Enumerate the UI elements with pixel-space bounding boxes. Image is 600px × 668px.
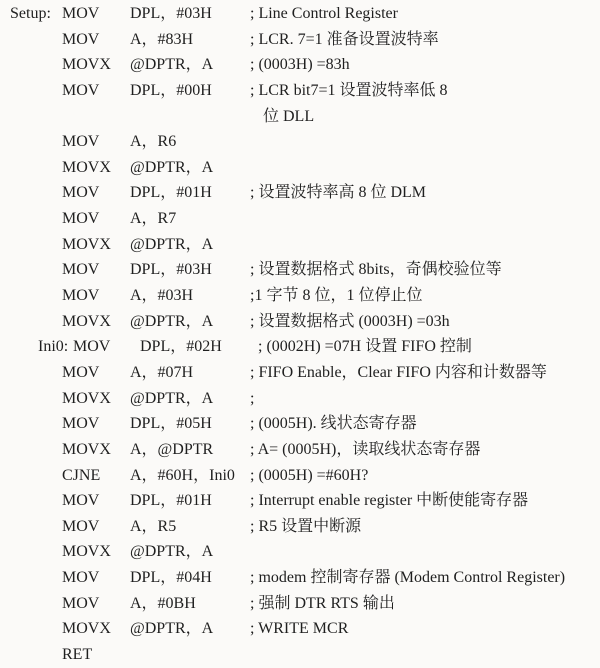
code-line [0, 232, 600, 258]
code-line [0, 386, 600, 412]
code-line-comment: 位 DLL [263, 107, 315, 125]
code-line [0, 514, 600, 540]
code-line-opcode: MOV [62, 517, 100, 535]
code-line-operands: A，#60H，Ini0 [130, 466, 235, 484]
code-line-comment: ; (0002H) =07H 设置 FIFO 控制 [258, 338, 472, 356]
code-line-opcode: MOV [62, 184, 100, 202]
code-line-operands: @DPTR，A [130, 56, 214, 74]
code-line-opcode: MOVX [62, 389, 111, 407]
code-line [0, 616, 600, 642]
code-line-comment: ; WRITE MCR [250, 620, 349, 638]
code-line-comment: ; 设置数据格式 8bits，奇偶校验位等 [250, 261, 502, 279]
code-line-opcode: MOV [62, 363, 100, 381]
code-line-opcode: MOVX [62, 235, 111, 253]
code-line-opcode: MOV [62, 492, 100, 510]
code-line-opcode: CJNE [62, 466, 101, 484]
code-line-comment: ; 设置波特率高 8 位 DLM [250, 184, 427, 202]
assembly-listing [0, 1, 600, 668]
code-line-opcode: MOV [62, 261, 100, 279]
code-line-operands: @DPTR，A [130, 389, 214, 407]
code-line-opcode: MOV [62, 81, 100, 99]
code-line-opcode: MOVX [62, 312, 111, 330]
code-line-operands: @DPTR，A [130, 235, 214, 253]
code-line-opcode: MOV [62, 415, 100, 433]
code-line [0, 437, 600, 463]
code-line-comment: ; LCR. 7=1 准备设置波特率 [250, 30, 439, 48]
code-line [0, 334, 600, 360]
code-line-comment: ; Interrupt enable register 中断使能寄存器 [250, 492, 529, 510]
code-line-operands: A，@DPTR [130, 440, 214, 458]
code-line [0, 360, 600, 386]
code-line [0, 488, 600, 514]
code-line [0, 78, 600, 104]
code-line-opcode: MOVX [62, 620, 111, 638]
code-line-operands: DPL，#01H [130, 492, 212, 510]
code-line-comment: ; R5 设置中断源 [250, 517, 362, 535]
code-line [0, 104, 600, 130]
code-line [0, 129, 600, 155]
code-line-operands: @DPTR，A [130, 312, 214, 330]
code-line-comment: ; LCR bit7=1 设置波特率低 8 [250, 81, 448, 99]
code-line-operands: DPL，#03H [130, 5, 212, 22]
code-line-opcode: MOVX [62, 440, 111, 458]
code-line-operands: @DPTR，A [130, 158, 214, 176]
code-line-comment: ; modem 控制寄存器 (Modem Control Register) [250, 569, 566, 587]
code-line [0, 257, 600, 283]
code-line [0, 1, 600, 27]
code-line-operands: A，R7 [130, 210, 177, 228]
code-line-operands: DPL，#01H [130, 184, 212, 202]
code-line-operands: DPL，#02H [140, 338, 222, 356]
code-line-opcode: MOV [62, 594, 100, 612]
code-line-opcode: MOV [73, 338, 111, 356]
code-line [0, 27, 600, 53]
code-line-comment: ; [250, 389, 255, 407]
code-line-operands: @DPTR，A [130, 543, 214, 561]
code-line-label: Setup: [10, 5, 51, 22]
code-line-operands: DPL，#03H [130, 261, 212, 279]
code-line-opcode: MOV [62, 5, 100, 22]
code-line-operands: A，R5 [130, 517, 177, 535]
code-line-operands: A，#0BH [130, 594, 196, 612]
code-line-opcode: MOVX [62, 543, 111, 561]
code-line-comment: ; A= (0005H)，读取线状态寄存器 [250, 440, 481, 458]
code-line-comment: ; 强制 DTR RTS 输出 [250, 594, 395, 612]
code-line [0, 591, 600, 617]
code-line [0, 206, 600, 232]
code-line [0, 309, 600, 335]
code-line [0, 155, 600, 181]
code-line [0, 565, 600, 591]
code-line-comment: ; (0005H). 线状态寄存器 [250, 415, 417, 433]
code-line-opcode: RET [62, 646, 93, 664]
code-line [0, 642, 600, 668]
code-line-operands: DPL，#04H [130, 569, 212, 587]
code-line-opcode: MOV [62, 287, 100, 305]
code-line-comment: ; (0005H) =#60H? [250, 466, 369, 484]
code-line [0, 539, 600, 565]
code-line-comment: ;1 字节 8 位，1 位停止位 [250, 287, 423, 305]
code-line-opcode: MOVX [62, 56, 111, 74]
code-line-comment: ; Line Control Register [250, 5, 398, 22]
code-line-opcode: MOV [62, 30, 100, 48]
code-line [0, 180, 600, 206]
code-line-operands: A，#83H [130, 30, 194, 48]
code-line-operands: A，R6 [130, 133, 177, 151]
code-line [0, 411, 600, 437]
code-line-opcode: MOV [62, 569, 100, 587]
code-line-comment: ; FIFO Enable，Clear FIFO 内容和计数器等 [250, 363, 547, 381]
code-line-operands: @DPTR，A [130, 620, 214, 638]
code-line-opcode: MOVX [62, 158, 111, 176]
code-line-opcode: MOV [62, 210, 100, 228]
code-line-comment: ; 设置数据格式 (0003H) =03h [250, 312, 450, 330]
code-line-operands: DPL，#05H [130, 415, 212, 433]
code-line-opcode: MOV [62, 133, 100, 151]
code-line [0, 52, 600, 78]
code-line-operands: A，#03H [130, 287, 194, 305]
code-line-operands: DPL，#00H [130, 81, 212, 99]
code-line-label: Ini0: [38, 338, 69, 356]
code-line [0, 463, 600, 489]
code-line-operands: A，#07H [130, 363, 194, 381]
code-line [0, 283, 600, 309]
code-line-comment: ; (0003H) =83h [250, 56, 350, 74]
